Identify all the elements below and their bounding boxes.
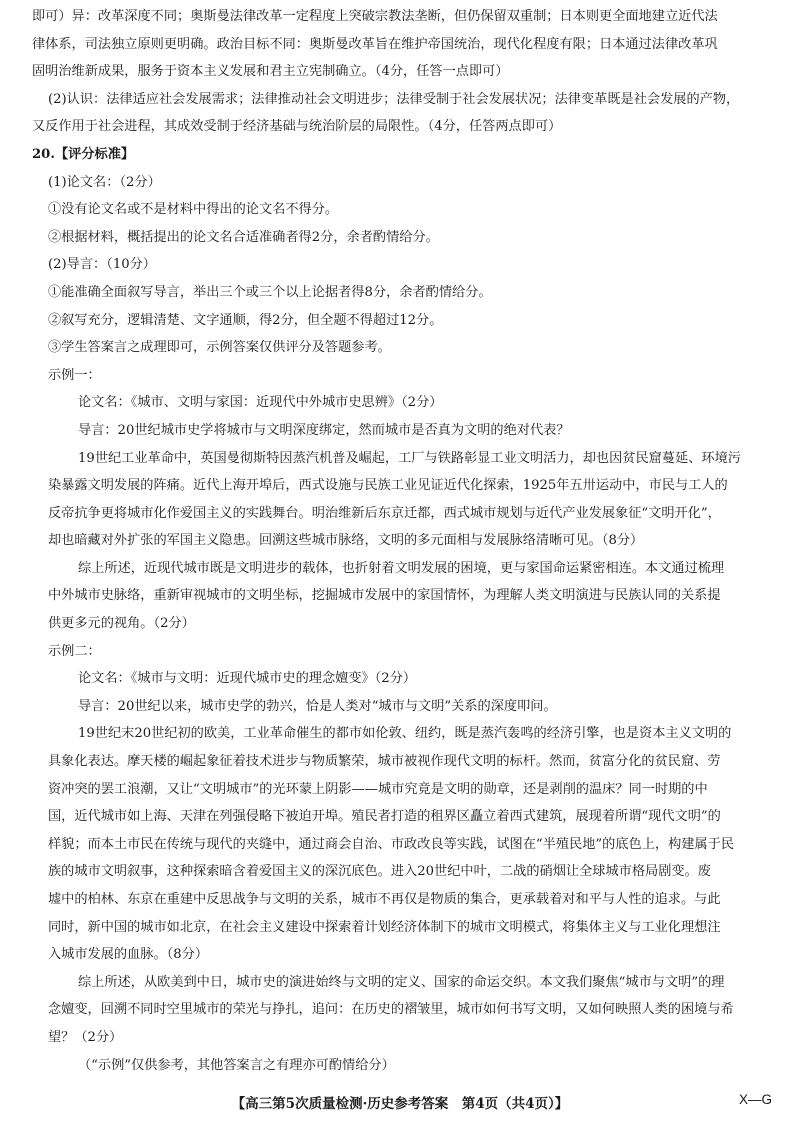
text-line: 导言：20世纪城市史学将城市与文明深度绑定，然而城市是否真为文明的绝对代表？ (78, 422, 570, 438)
text-line: ②根据材料，概括提出的论文名合适准确者得2分，余者酌情给分。 (48, 229, 439, 245)
text-line: 律体系，司法独立原则更明确。政治目标不同：奥斯曼改革旨在维护帝国统治，现代化程度有限；日本通过法律改革巩 (32, 36, 718, 52)
text-line: 国，近代城市如上海、天津在列强侵略下被迫开埠。殖民者打造的租界区矗立着西式建筑，展现着所谓“现代文明”的 (48, 809, 721, 825)
text-line: (2)认识：法律适应社会发展需求；法律推动社会文明进步；法律受制于社会发展状况；法律变革既是社会发展的产物， (48, 91, 740, 107)
footer-title: 【高三第5次质量检测·历史参考答案 第4页（共4页）】 (231, 1096, 569, 1112)
text-line: 综上所述，从欧美到中日，城市史的演进始终与文明的定义、国家的命运交织。本文我们聚焦“城市与文明”的理 (78, 974, 725, 990)
text-line: 中外城市史脉络，重新审视城市的文明坐标，挖掘城市发展中的家国情怀，为理解人类文明演进与民族认同的关系提 (48, 588, 721, 604)
text-line: 反帝抗争更将城市化作爱国主义的实践舞台。明治维新后东京迁都，西式城市规划与近代产业发展象征“文明开化”， (48, 505, 721, 521)
text-line: (2)导言：（10分） (48, 257, 156, 273)
text-line: 族的城市文明叙事，这种探索暗含着爱国主义的深沉底色。进入20世纪中叶，二战的硝烟让全球城市格局剧变。废 (48, 864, 711, 880)
text-line: (1)论文名：（2分） (48, 174, 161, 190)
footer-code: X—G (738, 1092, 772, 1107)
text-line: 固明治维新成果，服务于资本主义发展和君主立宪制确立。（4分，任答一点即可） (32, 64, 509, 80)
text-line: ③学生答案言之成理即可，示例答案仅供评分及答题参考。 (48, 340, 391, 356)
text-line: 论文名：《城市与文明：近现代城市史的理念嬗变》（2分） (78, 671, 417, 687)
text-line: 望？（2分） (48, 1029, 123, 1045)
text-line: 入城市发展的血脉。（8分） (48, 947, 209, 963)
text-line: 19世纪末20世纪初的欧美，工业革命催生的都市如伦敦、纽约，既是蒸汽轰鸣的经济引擎，也是资本主义文明的 (78, 726, 732, 742)
text-line: 综上所述，近现代城市既是文明进步的载体，也折射着文明发展的困境，更与家国命运紧密相连。本文通过梳理 (78, 560, 725, 576)
text-line: ②叙写充分，逻辑清楚、文字通顺，得2分，但全题不得超过12分。 (48, 312, 443, 328)
page-footer (0, 1092, 800, 1112)
text-line: （“示例”仅供参考，其他答案言之有理亦可酌情给分） (78, 1057, 395, 1073)
text-line: ①能准确全面叙写导言，举出三个或三个以上论据者得8分，余者酌情给分。 (48, 284, 492, 300)
text-line: 示例一： (48, 367, 101, 383)
answer-content (32, 3, 776, 1079)
text-line: 资冲突的罢工浪潮，又让“文明城市”的光环蒙上阴影——城市究竟是文明的勋章，还是剥削的温床？同一时期的中 (48, 781, 708, 797)
text-line: 染暴露文明发展的阵痛。近代上海开埠后，西式设施与民族工业见证近代化探索，1925年五卅运动中，市民与工人的 (48, 478, 728, 494)
text-line: 论文名：《城市、文明与家国：近现代中外城市史思辨》（2分） (78, 395, 443, 411)
text-line: 念嬗变，回溯不同时空里城市的荣光与挣扎，追问：在历史的褶皱里，城市如何书写文明，又如何映照人类的困境与希 (48, 1002, 734, 1018)
text-line: 样貌；而本土市民在传统与现代的夹缝中，通过商会自治、市政改良等实践，试图在“半殖民地”的底色上，构建属于民 (48, 836, 735, 852)
text-line: ①没有论文名或不是材料中得出的论文名不得分。 (48, 202, 339, 218)
text-line: 导言：20世纪以来，城市史学的勃兴，恰是人类对“城市与文明”关系的深度叩问。 (78, 698, 557, 714)
text-line: 即可）异：改革深度不同；奥斯曼法律改革一定程度上突破宗教法垄断，但仍保留双重制；日本则更全面地建立近代法 (32, 9, 718, 24)
text-line: 20.【评分标准】 (32, 146, 135, 162)
text-line: 同时，新中国的城市如北京，在社会主义建设中探索着计划经济体制下的城市文明模式，将集体主义与工业化理想注 (48, 919, 721, 935)
text-line: 墟中的柏林、东京在重建中反思战争与文明的关系，城市不再仅是物质的集合，更承载着对和平与人性的追求。与此 (48, 892, 721, 907)
text-line: 具象化表达。摩天楼的崛起象征着技术进步与物质繁荣，城市被视作现代文明的标杆。然而，贫富分化的贫民窟、劳 (48, 754, 721, 770)
text-line: 示例二： (48, 643, 101, 659)
text-line: 19世纪工业革命中，英国曼彻斯特因蒸汽机普及崛起，工厂与铁路彰显工业文明活力，却也因贫民窟蔓延、环境污 (78, 450, 741, 466)
text-line: 供更多元的视角。（2分） (48, 616, 195, 632)
text-line: 又反作用于社会进程，其成效受制于经济基础与统治阶层的局限性。（4分，任答两点即可） (32, 119, 562, 135)
text-line: 却也暗藏对外扩张的军国主义隐患。回溯这些城市脉络，文明的多元面相与发展脉络清晰可见。（8分） (48, 533, 644, 549)
